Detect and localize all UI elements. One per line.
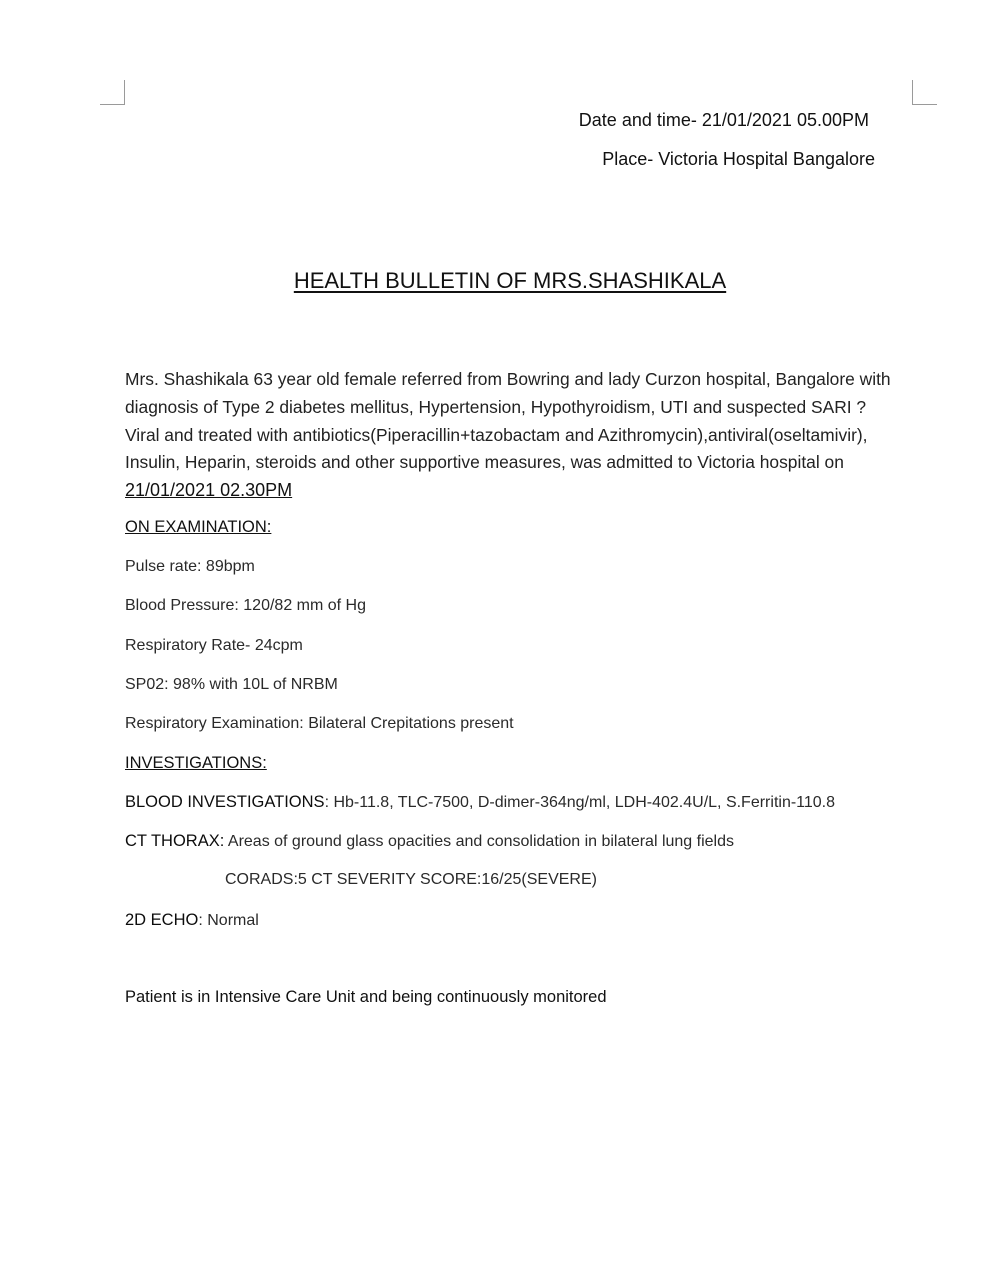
blood-investigations-value: : Hb-11.8, TLC-7500, D-dimer-364ng/ml, LDH-402.4U/L, S.Ferritin-110.8 xyxy=(324,794,836,811)
respiratory-rate: Respiratory Rate- 24cpm xyxy=(125,637,303,654)
crop-mark-right xyxy=(912,80,937,105)
blood-pressure: Blood Pressure: 120/82 mm of Hg xyxy=(125,597,367,614)
ct-thorax xyxy=(125,832,734,851)
echo-label: 2D ECHO xyxy=(125,911,199,929)
examination-heading: ON EXAMINATION: xyxy=(125,518,272,536)
echo xyxy=(125,911,259,930)
respiratory-examination: Respiratory Examination: Bilateral Crepitations present xyxy=(125,715,514,732)
page-title: HEALTH BULLETIN OF MRS.SHASHIKALA xyxy=(293,268,727,293)
ct-thorax-label: CT THORAX: xyxy=(125,832,225,850)
echo-value: : Normal xyxy=(198,912,259,929)
pulse-rate: Pulse rate: 89bpm xyxy=(125,558,255,575)
date-time-line: Date and time- 21/01/2021 05.00PM xyxy=(578,110,869,130)
spo2: SP02: 98% with 10L of NRBM xyxy=(125,676,338,693)
intro-text: Mrs. Shashikala 63 year old female referred from Bowring and lady Curzon hospital, Bangalore with diagnosis of Type 2 diabetes mellitus, Hypertension, Hypothyroidism, UTI and suspected SARI ?Viral and treated with antibiotics(Piperacillin+tazobactam and Azithromycin),antiviral(oseltamivir), Insulin, Heparin, steroids and other supportive measures, was admitted to Victoria hospital on xyxy=(125,369,891,473)
admission-datetime: 21/01/2021 02.30PM xyxy=(125,480,293,501)
place-line: Place- Victoria Hospital Bangalore xyxy=(602,149,875,169)
intro-paragraph xyxy=(125,366,895,505)
blood-investigations xyxy=(125,793,835,812)
crop-mark-left xyxy=(100,80,125,105)
blood-investigations-label: BLOOD INVESTIGATIONS xyxy=(125,793,325,811)
status-note: Patient is in Intensive Care Unit and being continuously monitored xyxy=(125,988,607,1006)
investigations-heading: INVESTIGATIONS: xyxy=(125,754,267,772)
ct-thorax-value: Areas of ground glass opacities and consolidation in bilateral lung fields xyxy=(224,833,734,850)
ct-severity-score: CORADS:5 CT SEVERITY SCORE:16/25(SEVERE) xyxy=(225,871,597,888)
